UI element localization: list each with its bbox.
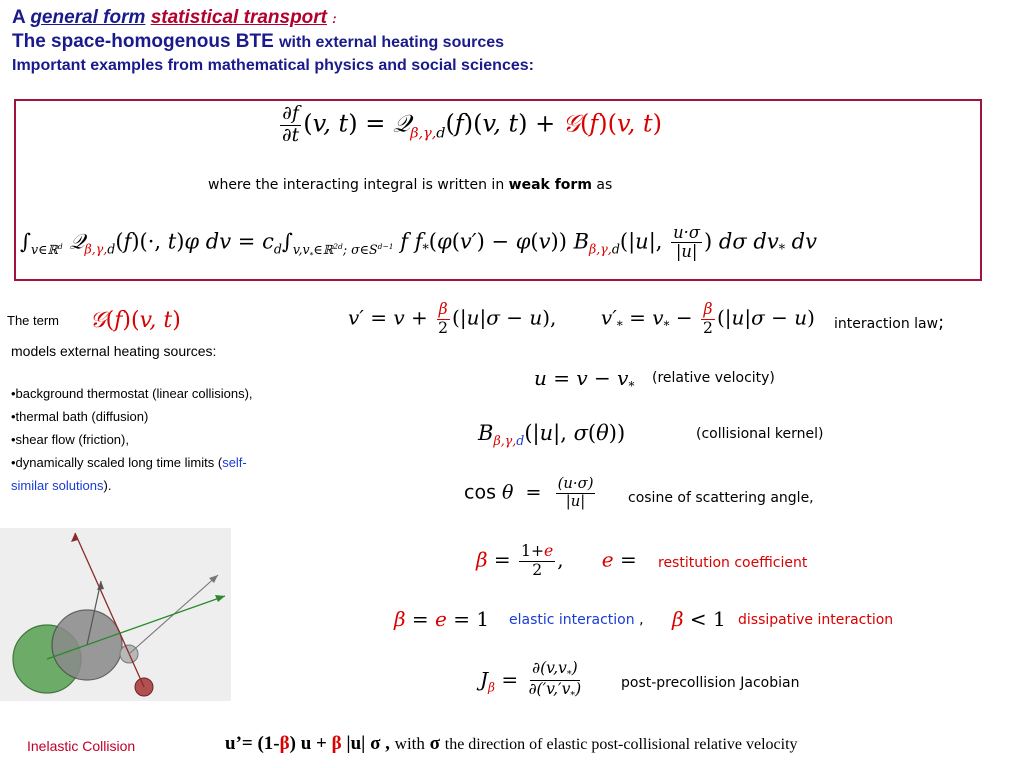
weak-form-post: as — [596, 177, 613, 193]
bullet-scaled-limits — [11, 451, 279, 497]
bullet-shear-flow: •shear flow (friction), — [11, 432, 129, 447]
dissipative-eq: β < 1 — [672, 607, 726, 631]
dissipative-label: dissipative interaction — [738, 612, 894, 628]
kernel-eq: $B_{\beta,\gamma,d}(|u|$, σ(θ)) — [478, 421, 626, 449]
beta-definition-eq: β = $\frac{1+e}{2}$ , e = — [476, 542, 637, 579]
heating-term-symbol: 𝒢(f)(v, t) — [90, 308, 181, 333]
footer-with: with — [394, 734, 425, 753]
bullet-thermal-bath: •thermal bath (diffusion) — [11, 409, 149, 424]
weak-form-caption — [208, 177, 612, 193]
title-prefix: A — [12, 7, 26, 28]
footer-direction: the direction of elastic post-collisional relative velocity — [444, 736, 798, 753]
title-general-form: general form — [30, 7, 146, 28]
elastic-eq: β = e = 1 — [394, 607, 490, 631]
bte-suffix: with external heating sources — [279, 34, 505, 51]
inelastic-collision-label: Inelastic Collision — [27, 738, 136, 754]
kernel-label: (collisional kernel) — [696, 426, 824, 442]
bullet-thermostat: •background thermostat (linear collisions), — [11, 386, 253, 401]
cosine-eq: cos θ = $\frac{(u\cdot\sigma)}{|u|}$ — [464, 475, 594, 510]
elastic-label: elastic interaction , — [509, 612, 644, 628]
cosine-label: cosine of scattering angle, — [628, 490, 814, 506]
collision-diagram — [0, 528, 231, 701]
relative-velocity-eq: $u = v - v_*$ — [534, 366, 635, 393]
title-colon: : — [332, 11, 337, 26]
the-term-label: The term — [7, 313, 60, 328]
bte-equation: $\frac{\partial f}{\partial t}$ (v, t) = 𝒬$_{\beta,\gamma,d}$(f)(v, t) + 𝒢(f)(v, t) — [282, 103, 662, 146]
bte-title-line — [12, 30, 534, 54]
footer-equation: u’= (1-β) u + β |u| σ , with σ the direction of elastic post-collisional relative velocity — [225, 733, 798, 754]
heating-bullets — [11, 382, 279, 497]
relative-velocity-label: (relative velocity) — [652, 370, 775, 386]
bullet-scaled-pre: •dynamically scaled long time limits ( — [11, 455, 223, 470]
weak-form-pre: where the interacting integral is written in — [208, 177, 505, 193]
bte-title: The space-homogenous BTE — [12, 31, 274, 52]
bullet-scaled-post: ). — [103, 478, 112, 493]
jacobian-label: post-precollision Jacobian — [621, 675, 800, 691]
weak-form-bold: weak form — [508, 177, 592, 193]
interaction-law-eq: v′ = v + $\frac{\beta}{2}$ (|u|σ − u), $v'_* = v_*$ − $\frac{\beta}{2}$ (|u|σ − u) — [348, 300, 815, 337]
weak-form-equation: $\int_{v\in ℝ^d}$ 𝒬$_{\beta,\gamma,d}$(f)(·, t)φ dv = $c_d\int_{v,v_*\in ℝ^{2d}; \sigma\in S^{d-1}}$ f $f_*(\varphi(v') - \varphi(v))$ $B_{\beta,\gamma,d}(|u|$, $\frac{u\cdot\sigma}{|u|}$ ) dσ $dv_*$ dv — [20, 223, 817, 262]
models-label: models external heating sources: — [11, 343, 217, 359]
equation-box — [14, 99, 982, 281]
interaction-law-label: interaction law; — [834, 312, 945, 333]
jacobian-eq: $J_\beta$ = $\frac{\partial(v,v_*)}{\partial('v,'v_*)}$ — [480, 659, 582, 702]
restitution-label: restitution coefficient — [658, 555, 808, 571]
page-header — [12, 6, 534, 77]
title-statistical-transport: statistical transport — [150, 7, 328, 28]
self-similar-link[interactable]: self-similar solutions — [11, 455, 247, 493]
title-line — [12, 6, 534, 30]
examples-title: Important examples from mathematical physics and social sciences: — [12, 57, 534, 74]
